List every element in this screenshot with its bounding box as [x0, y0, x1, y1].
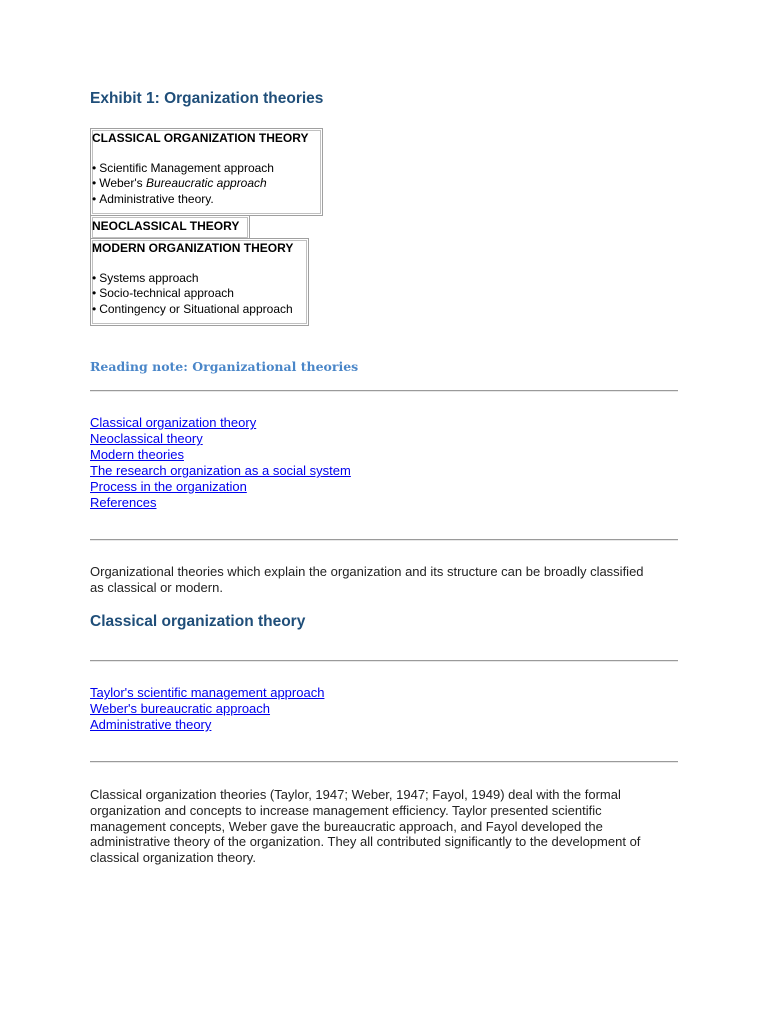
list-item-text: Contingency or Situational approach	[99, 301, 293, 316]
list-item	[92, 192, 322, 208]
modern-theory-box	[90, 238, 309, 326]
bullet-icon: •	[92, 270, 97, 285]
classical-section-title: Classical organization theory	[90, 613, 306, 630]
reading-note-link-list	[90, 415, 351, 511]
link-administrative-theory[interactable]: Administrative theory	[90, 717, 212, 732]
intro-paragraph: Organizational theories which explain the organization and its structure can be broadly classified as classical or modern.	[90, 564, 644, 595]
list-item-italic-text: Bureaucratic approach	[145, 176, 267, 190]
divider	[90, 761, 678, 763]
list-item	[92, 302, 308, 318]
reading-note-title: Reading note: Organizational theories	[90, 359, 359, 374]
classical-box-list	[91, 161, 322, 212]
link-taylor-scientific-management[interactable]: Taylor's scientific management approach	[90, 685, 325, 700]
link-process-in-organization[interactable]: Process in the organization	[90, 479, 247, 494]
neoclassical-box-title: NEOCLASSICAL THEORY	[92, 219, 240, 233]
link-modern-theories[interactable]: Modern theories	[90, 447, 184, 462]
bullet-icon: •	[92, 160, 97, 175]
list-item-text: Systems approach	[99, 270, 199, 285]
link-neoclassical-theory[interactable]: Neoclassical theory	[90, 431, 203, 446]
list-item-text: Scientific Management approach	[99, 160, 274, 175]
list-item	[92, 161, 322, 177]
link-research-organization[interactable]: The research organization as a social system	[90, 463, 351, 478]
bullet-icon: •	[92, 286, 97, 300]
list-item	[90, 717, 324, 733]
divider	[90, 539, 678, 541]
bullet-icon: •	[92, 176, 97, 190]
link-classical-organization-theory[interactable]: Classical organization theory	[90, 415, 257, 430]
neoclassical-theory-box	[90, 215, 250, 240]
list-item	[92, 271, 308, 287]
list-item	[90, 495, 351, 511]
list-item	[90, 415, 351, 431]
divider	[90, 390, 678, 392]
modern-box-list	[91, 271, 308, 322]
list-item	[90, 685, 324, 701]
classical-theory-box	[90, 128, 323, 216]
classical-section-link-list	[90, 685, 324, 733]
list-item	[90, 463, 351, 479]
list-item	[90, 447, 351, 463]
list-item	[90, 431, 351, 447]
classical-paragraph: Classical organization theories (Taylor, 1947; Weber, 1947; Fayol, 1949) deal with the formal organization and concepts to increase management efficiency. Taylor presented scientific management concepts, Weber gave the bureaucratic approach, and Fayol developed the administrative theory of the organization. They all contributed significantly to the development of classical organization theory.	[90, 787, 641, 866]
list-item-text: Administrative theory.	[99, 191, 214, 206]
link-weber-bureaucratic-approach[interactable]: Weber's bureaucratic approach	[90, 701, 271, 716]
bullet-icon: •	[92, 191, 97, 206]
bullet-icon: •	[92, 301, 97, 316]
list-item	[90, 479, 351, 495]
list-item-text: Weber's	[99, 176, 146, 190]
modern-box-title: MODERN ORGANIZATION THEORY	[92, 241, 294, 255]
divider	[90, 660, 678, 662]
list-item	[90, 701, 324, 717]
list-item	[92, 176, 322, 192]
list-item	[92, 286, 308, 302]
classical-box-title: CLASSICAL ORGANIZATION THEORY	[92, 131, 309, 145]
list-item-text: Socio-technical approach	[99, 286, 234, 300]
link-references[interactable]: References	[90, 495, 157, 510]
exhibit-title: Exhibit 1: Organization theories	[90, 90, 324, 107]
